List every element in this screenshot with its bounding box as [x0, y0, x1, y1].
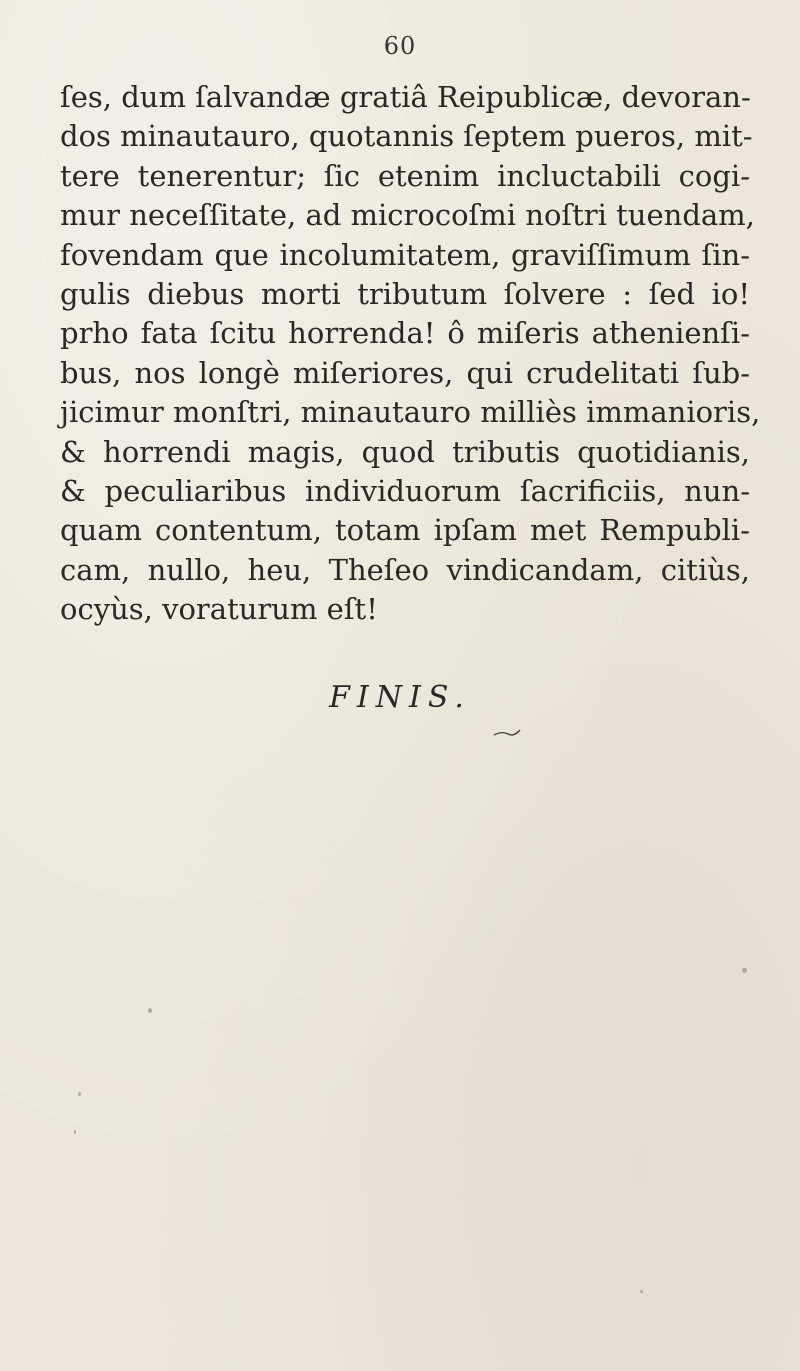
finis-heading: FINIS. [329, 680, 471, 715]
paper-speck [742, 968, 747, 973]
text-line-7: prho fata ſcitu horrenda! ô miſeris athenienſi- [60, 316, 750, 351]
text-line-3: tere tenerentur; ſic etenim incluctabili cogi- [60, 158, 750, 193]
text-line-14: ocyùs, voraturum eſt! [60, 592, 378, 627]
tailpiece-ornament-icon [492, 728, 522, 738]
text-line-9: jicimur monſtri, minautauro milliès immanioris, [60, 395, 761, 430]
text-line-5: fovendam que incolumitatem, graviſſimum ſin- [60, 237, 750, 272]
text-line-1: ſes, dum ſalvandæ gratiâ Reipublicæ, devoran- [60, 80, 751, 114]
text-line-11: & peculiaribus individuorum ſacrificiis, nun- [60, 474, 750, 509]
text-line-2: dos minautauro, quotannis ſeptem pueros, mit- [60, 119, 753, 154]
body-text [60, 78, 761, 630]
text-line-6: gulis diebus morti tributum ſolvere : ſed io! [60, 277, 750, 312]
paper-speck [148, 1008, 152, 1013]
text-line-10: & horrendi magis, quod tributis quotidianis, [60, 434, 750, 469]
paper-speck [74, 1130, 76, 1134]
text-line-8: bus, nos longè miſeriores, qui crudelitati ſub- [60, 355, 750, 390]
text-line-12: quam contentum, totam ipſam met Rempubli- [60, 513, 750, 548]
paper-speck [640, 1290, 643, 1293]
text-line-13: cam, nullo, heu, Theſeo vindicandam, citiùs, [60, 552, 750, 587]
page-number: 60 [383, 32, 417, 60]
paper-speck [78, 1092, 81, 1096]
text-line-4: mur neceſſitate, ad microcoſmi noſtri tuendam, [60, 198, 755, 233]
